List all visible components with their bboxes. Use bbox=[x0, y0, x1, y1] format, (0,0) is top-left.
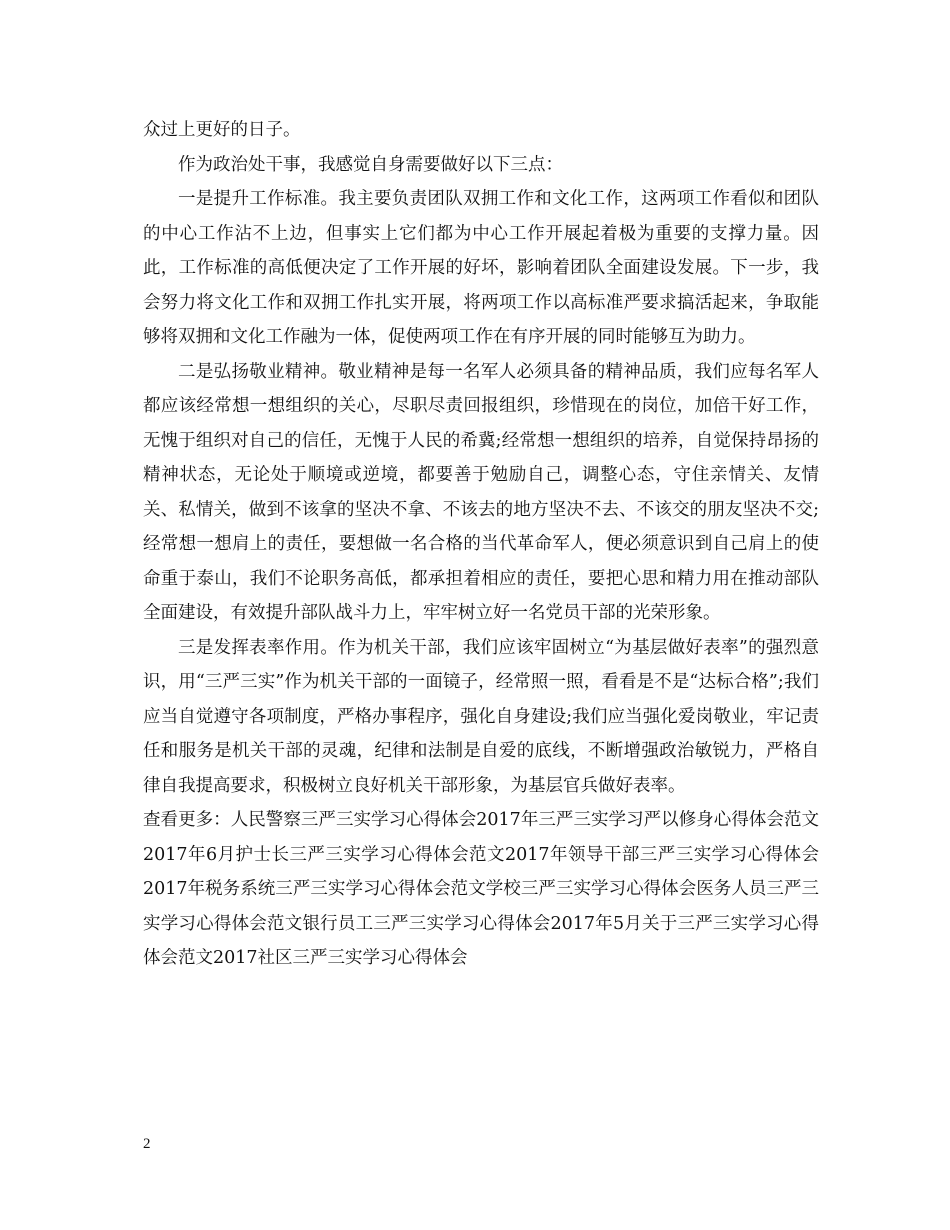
paragraph-intro: 作为政治处干事，我感觉自身需要做好以下三点： bbox=[178, 154, 563, 175]
paragraph-continuation: 众过上更好的日子。 bbox=[143, 120, 301, 140]
page-number: 2 bbox=[143, 1136, 151, 1152]
paragraph-point-three: 三是发挥表率作用。作为机关干部，我们应该牢固树立“为基层做好表率”的强烈意识，用“三严三实”作为机关干部的一面镜子，经常照一照，看看是不是“达标合格”;我们应当自觉遵守各项制度，严格办事程序，强化自身建设;我们应当强化爱岗敬业，牢记责任和服务是机关干部的灵魂，纪律和法制是自爱的底线，不断增强政治敏锐力，严格自律自我提高要求，积极树立良好机关干部形象，为基层官兵做好表率。 bbox=[143, 637, 819, 796]
paragraph-point-one: 一是提升工作标准。我主要负责团队双拥工作和文化工作，这两项工作看似和团队的中心工作沾不上边，但事实上它们都为中心工作开展起着极为重要的支撑力量。因此，工作标准的高低便决定了工作开展的好坏，影响着团队全面建设发展。下一步，我会努力将文化工作和双拥工作扎实开展，将两项工作以高标准严要求搞活起来，争取能够将双拥和文化工作融为一体，促使两项工作在有序开展的同时能够互为助力。 bbox=[143, 189, 819, 347]
see-more-paragraph: 查看更多：人民警察三严三实学习心得体会2017年三严三实学习严以修身心得体会范文2017年6月护士长三严三实学习心得体会范文2017年领导干部三严三实学习心得体会2017年税务系统三严三实学习心得体会范文学校三严三实学习心得体会医务人员三严三实学习心得体会范文银行员工三严三实学习心得体会2017年5月关于三严三实学习心得体会范文2017社区三严三实学习心得体会 bbox=[143, 810, 819, 968]
document-body bbox=[143, 113, 819, 976]
paragraph-point-two: 二是弘扬敬业精神。敬业精神是每一名军人必须具备的精神品质，我们应每名军人都应该经常想一想组织的关心，尽职尽责回报组织，珍惜现在的岗位，加倍干好工作，无愧于组织对自己的信任，无愧于人民的希冀;经常想一想组织的培养，自觉保持昂扬的精神状态，无论处于顺境或逆境，都要善于勉励自己，调整心态，守住亲情关、友情关、私情关，做到不该拿的坚决不拿、不该去的地方坚决不去、不该交的朋友坚决不交;经常想一想肩上的责任，要想做一名合格的当代革命军人，便必须意识到自己肩上的使命重于泰山，我们不论职务高低，都承担着相应的责任，要把心思和精力用在推动部队全面建设，有效提升部队战斗力上，牢牢树立好一名党员干部的光荣形象。 bbox=[143, 361, 819, 623]
